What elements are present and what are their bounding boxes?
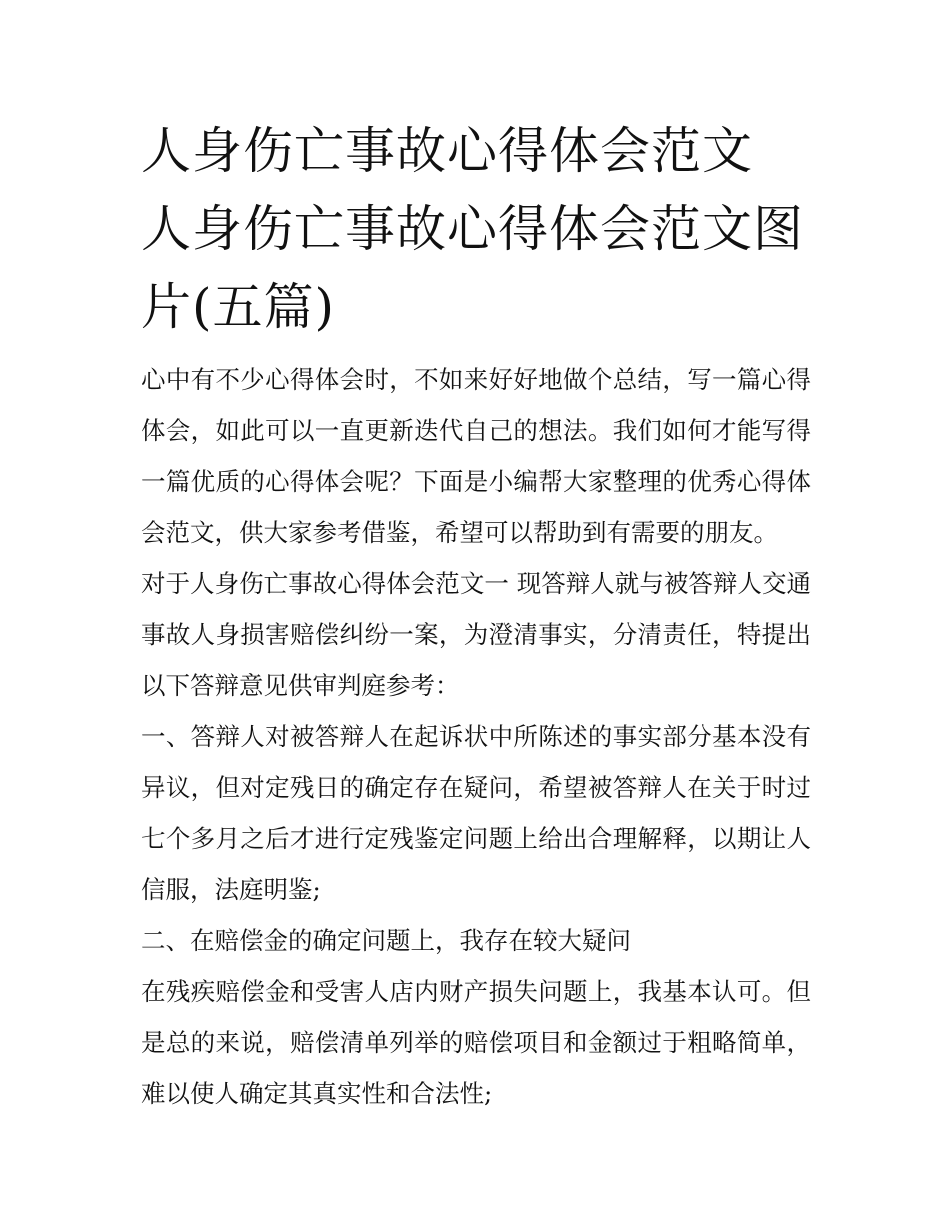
defense-point-two-heading: 二、在赔偿金的确定问题上，我存在较大疑问 [141,926,631,955]
compensation-paragraph: 在残疾赔偿金和受害人店内财产损失问题上，我基本认可。但是总的来说，赔偿清单列举的赔偿项目和金额过于粗略简单，难以使人确定其真实性和合法性; [141,977,811,1108]
intro-paragraph: 心中有不少心得体会时，不如来好好地做个总结，写一篇心得体会，如此可以一直更新迭代自己的想法。我们如何才能写得一篇优质的心得体会呢？下面是小编帮大家整理的优秀心得体会范文，供大家参考借鉴，希望可以帮助到有需要的朋友。 [141,365,811,547]
essay-one-opening-paragraph: 对于人身伤亡事故心得体会范文一 现答辩人就与被答辩人交通事故人身损害赔偿纠纷一案，为澄清事实，分清责任，特提出以下答辩意见供审判庭参考： [141,569,811,700]
defense-point-one-paragraph: 一、答辩人对被答辩人在起诉状中所陈述的事实部分基本没有异议，但对定残日的确定存在疑问，希望被答辩人在关于时过七个多月之后才进行定残鉴定问题上给出合理解释，以期让人信服，法庭明鉴; [141,722,811,904]
document-title: 人身伤亡事故心得体会范文 人身伤亡事故心得体会范文图片(五篇) [141,122,804,336]
document-page [141,112,811,1119]
